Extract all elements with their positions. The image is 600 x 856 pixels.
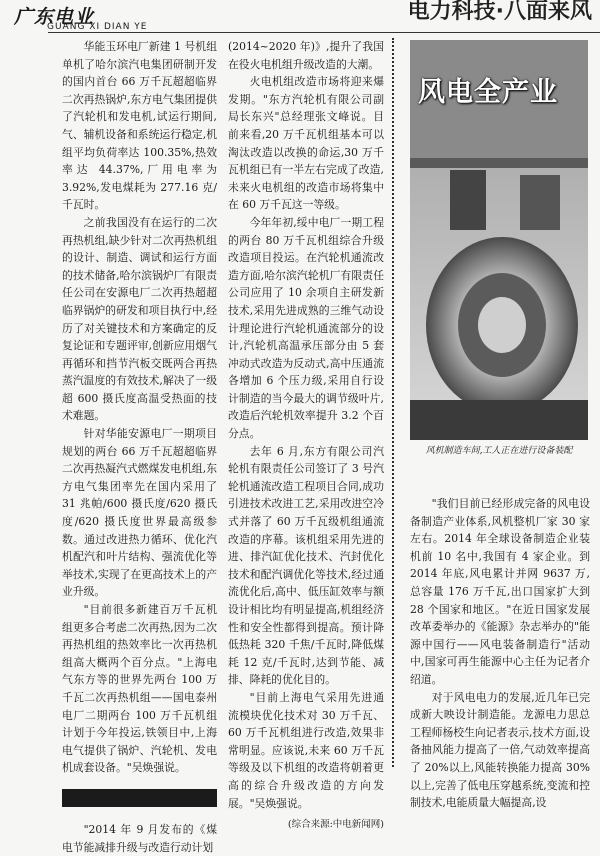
paragraph: 去年 6 月,东方有限公司汽轮机有限责任公司签订了 3 号汽轮机通流改造工程项目合同,成功引进技术改进工艺,采用改进空冷式并落了 60 万千瓦级机组通流改造的序幕。该机组采用先进的进、排汽缸优化技术、汽封优化技术和配汽调优化等技术,经过通流优化后,高中、低压缸效率与额设计相比均有明显提高,机组经济性和安全性都得到提高。预计降低热耗 320 千焦/千瓦时,降低煤耗 12 克/千瓦时,达到节能、减排、降耗的优化目的。 [228,444,384,687]
paragraph: 华能玉环电厂新建 1 号机组单机了哈尔滨汽电集团研制开发的国内首台 66 万千瓦超超临界二次再热锅炉,东方电气集团提供了汽轮机和发电机,试运行期间,气、辅机设备和系统运行稳定,机组平均负荷率达 100.35%,热效率达 44.37%,厂用电率为 3.92%,发电煤耗为 277.16 克/千瓦时。 [62,40,217,212]
paragraph: 火电机组改造市场将迎来爆发期。"东方汽轮机有限公司副局长东兴"总经理张文峰说。目前来看,20 万千瓦机组基本可以淘汰改造以改换的命运,30 万千瓦机组已有一半左右完成了改造,未来火电机组的改造市场将集中在 60 万千瓦这一等级。 [228,75,384,212]
paragraph: "我们目前已经形成完备的风电设备制造产业体系,风机整机厂家 30 家左右。2014 年全球设备制造企业装机前 10 名中,我国有 4 家企业。到 2014 年底,风电累计并网 9637 万,总容量 176 万千瓦,出口国家扩大到 28 个国家和地区。"在近日国家发展改革委举办的《能源》杂志举办的"能源中国行——风电装备制造行"活动中,国家可再生能源中心主任为记者介绍道。 [410,497,590,686]
paragraph: 对于风电电力的发展,近几年已完成新大映设计制造能。龙源电力思总工程师杨校生向记者表示,技术方面,设备抽风能力提高了一倍,气动效率提高了 20%以上,风能转换能力提高 30%以上,完善了低电压穿越系统,变流和控制技术,电能质量大幅提高,设 [410,690,590,810]
paragraph: "目前上海电气采用先进通流模块优化技术对 30 万千瓦、60 万千瓦机组进行改造,效果非常明显。应该说,未来 60 万千瓦等级及以下机组的改造将朝着更高的综合升级改造的方向发展。"吴焕强说。 [228,690,384,810]
column-divider [392,38,394,767]
photo-title: 风电全产业 [418,77,558,108]
paragraph: "目前很多新建百万千瓦机组更多合考虑二次再热,因为二次再热机组的热效率比一次再热机组高大概两个百分点。"上海电气东方等的世界先两台 100 万千瓦二次再热机组——国电泰州电厂二期两台 100 万千瓦机组计划于今年投运,铁领目中,上海电气提供了锅炉、汽轮机、发电机成套设备。"吴焕强说。 [62,603,217,775]
article-column-2 [228,38,384,831]
masthead-pinyin: GUANG XI DIAN YE [47,22,148,32]
section-title: 电力科技·八面来风 [407,0,592,24]
paragraph: 今年年初,绥中电厂一期工程的两台 80 万千瓦机组综合升级改造项目投运。在汽轮机通流改造方面,哈尔滨汽轮机厂有限责任公司应用了 10 余项自主研发新技术,采用先进成熟的三维气动设计理论进行汽轮机通流部分的设计,汽轮机高温承压部分由 5 套冲动式改造为反动式,高中压通流各增加 6 个压力级,采用自行设计制造的当今最大的调节级叶片,改造后汽轮机效率提升 3.2 个百分点。 [228,215,384,441]
paragraph: 之前我国没有在运行的二次再热机组,缺少针对二次再热机组的设计、制造、调试和运行方面的技术储备,哈尔滨锅炉厂有限责任公司在安源电厂二次再热超超临界锅炉的研发和项目执行中,经历了对关键技术和方案确定的反复论证和专题评审,创新应用烟气再循环和挡节汽板交既两合再热蒸汽温度的有效技术,解决了一级超 600 摄氏度高温受热面的技术难题。 [62,215,217,423]
subhead-bar [62,789,217,807]
article-source: (综合来源:中电新闻网) [287,819,384,831]
article-column-3 [410,495,590,810]
paragraph: (2014~2020 年)》,提升了我国在役火电机组升级改造的大潮。 [228,40,384,71]
article-column-1 [62,38,217,854]
paragraph: 针对华能安源电厂一期项目规划的两台 66 万千瓦超超临界二次再热凝汽式燃煤发电机组,东方电气集团率先在国内采用了 31 兆帕/600 摄氏度/620 摄氏度/620 摄氏度世界最高级参数。通过改进热力循环、优化汽机配汽和叶片结构、强流优化等举技术,实现了在更高技术上的产业升级。 [62,427,217,599]
feature-photo [410,40,588,440]
masthead-brand: 广东电业 [14,6,95,28]
paragraph: "2014 年 9 月发布的《煤电节能减排升级与改造行动计划 [62,822,217,854]
header-rule [48,32,600,33]
photo-caption: 风机制造车间,工人正在进行设备装配 [425,446,573,456]
